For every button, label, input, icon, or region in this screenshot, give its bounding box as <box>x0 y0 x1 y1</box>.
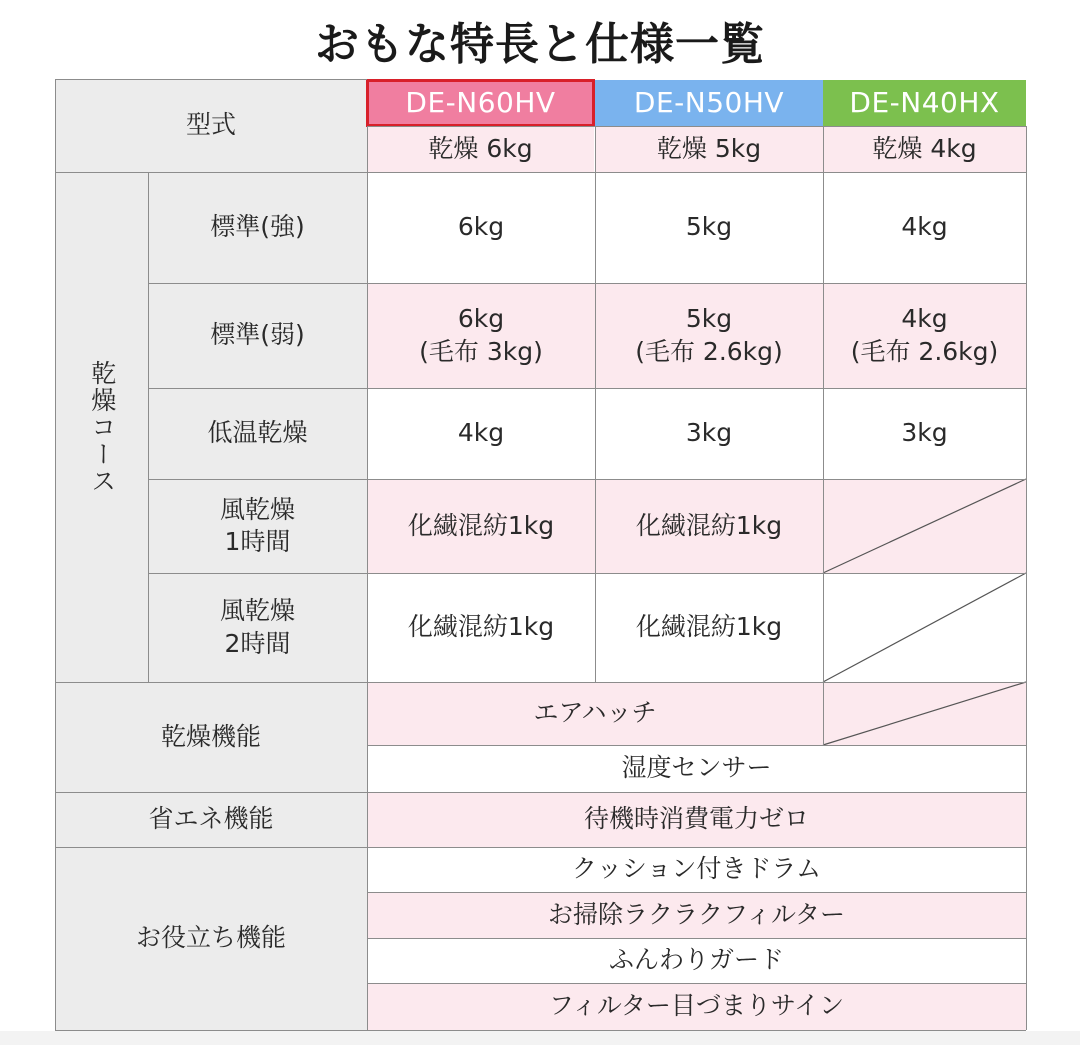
bottom-band <box>0 1031 1080 1045</box>
model-capacity-n50hv: 乾燥 5kg <box>595 127 823 172</box>
not-applicable-slash <box>823 479 1026 573</box>
course-value-cell: 3kg <box>595 388 823 479</box>
grid-line <box>367 745 1026 746</box>
course-label-standard-strong: 標準(強) <box>148 172 367 283</box>
course-value-cell: 化繊混紡1kg <box>595 573 823 682</box>
course-label-line2: 1時間 <box>224 527 291 556</box>
grid-line <box>367 126 1026 127</box>
course-label-low-temp: 低温乾燥 <box>148 388 367 479</box>
course-value: 5kg <box>685 304 733 333</box>
not-applicable-cell <box>823 682 1026 745</box>
course-value-sub: (毛布 2.6kg) <box>850 336 999 366</box>
grid-line <box>148 172 149 682</box>
course-value: 4kg <box>901 304 948 333</box>
not-applicable-slash <box>823 573 1026 682</box>
grid-line <box>148 388 1026 389</box>
grid-line <box>55 172 1026 173</box>
course-value-cell <box>595 283 823 388</box>
grid-line <box>148 573 1026 574</box>
grid-line <box>595 126 596 682</box>
model-capacity-n40hx: 乾燥 4kg <box>823 127 1026 172</box>
useful-function-item: フィルター目づまりサイン <box>367 983 1026 1030</box>
course-value-cell: 4kg <box>823 172 1026 283</box>
course-value-cell: 5kg <box>595 172 823 283</box>
model-name-n40hx: DE-N40HX <box>823 80 1026 126</box>
not-applicable-cell <box>823 573 1026 682</box>
course-label-line1: 風乾燥 <box>219 596 295 625</box>
course-value-cell: 化繊混紡1kg <box>595 479 823 573</box>
useful-function-item: ふんわりガード <box>367 938 1026 983</box>
useful-function-label: お役立ち機能 <box>55 847 367 1030</box>
grid-line <box>55 682 1026 683</box>
course-value-cell <box>367 283 595 388</box>
useful-function-item: クッション付きドラム <box>367 847 1026 892</box>
course-label-line1: 風乾燥 <box>219 494 295 524</box>
model-name-n60hv: DE-N60HV <box>366 79 595 127</box>
course-value-sub: (毛布 2.6kg) <box>635 336 783 366</box>
eco-function-value: 待機時消費電力ゼロ <box>367 792 1026 847</box>
grid-line <box>823 126 824 745</box>
course-value-cell: 化繊混紡1kg <box>367 479 595 573</box>
not-applicable-cell <box>823 479 1026 573</box>
grid-line <box>367 892 1026 893</box>
course-label-standard-weak: 標準(弱) <box>148 283 367 388</box>
page-title: おもな特長と仕様一覧 <box>315 19 765 70</box>
air-hatch-value: エアハッチ <box>367 682 823 745</box>
course-group-cell <box>55 172 148 682</box>
grid-line <box>148 479 1026 480</box>
course-value-cell: 3kg <box>823 388 1026 479</box>
model-name-n50hv: DE-N50HV <box>595 80 823 126</box>
course-value-sub: (毛布 3kg) <box>419 336 543 366</box>
grid-line <box>1026 126 1027 1030</box>
grid-line <box>55 79 56 1030</box>
grid-line <box>367 938 1026 939</box>
course-value-cell: 化繊混紡1kg <box>367 573 595 682</box>
grid-line <box>55 79 367 80</box>
course-group-label: 乾燥コース <box>87 359 117 495</box>
useful-function-item: お掃除ラクラクフィルター <box>367 892 1026 938</box>
course-value: 6kg <box>457 304 505 333</box>
not-applicable-slash <box>823 682 1026 745</box>
grid-line <box>148 283 1026 284</box>
model-label: 型式 <box>185 110 236 140</box>
humidity-sensor-value: 湿度センサー <box>367 745 1026 792</box>
grid-line <box>55 792 1026 793</box>
eco-function-label: 省エネ機能 <box>55 792 367 847</box>
course-label-line2: 2時間 <box>224 628 291 658</box>
drying-function-label: 乾燥機能 <box>55 682 367 792</box>
model-label-cell <box>55 79 367 172</box>
model-capacity-n60hv: 乾燥 6kg <box>367 127 594 172</box>
course-value-cell <box>823 283 1026 388</box>
grid-line <box>367 983 1026 984</box>
course-label-air-2h <box>148 573 367 682</box>
course-value-cell: 4kg <box>367 388 595 479</box>
grid-line <box>367 126 368 1030</box>
grid-line <box>55 847 1026 848</box>
course-value-cell: 6kg <box>367 172 595 283</box>
course-label-air-1h <box>148 479 367 573</box>
